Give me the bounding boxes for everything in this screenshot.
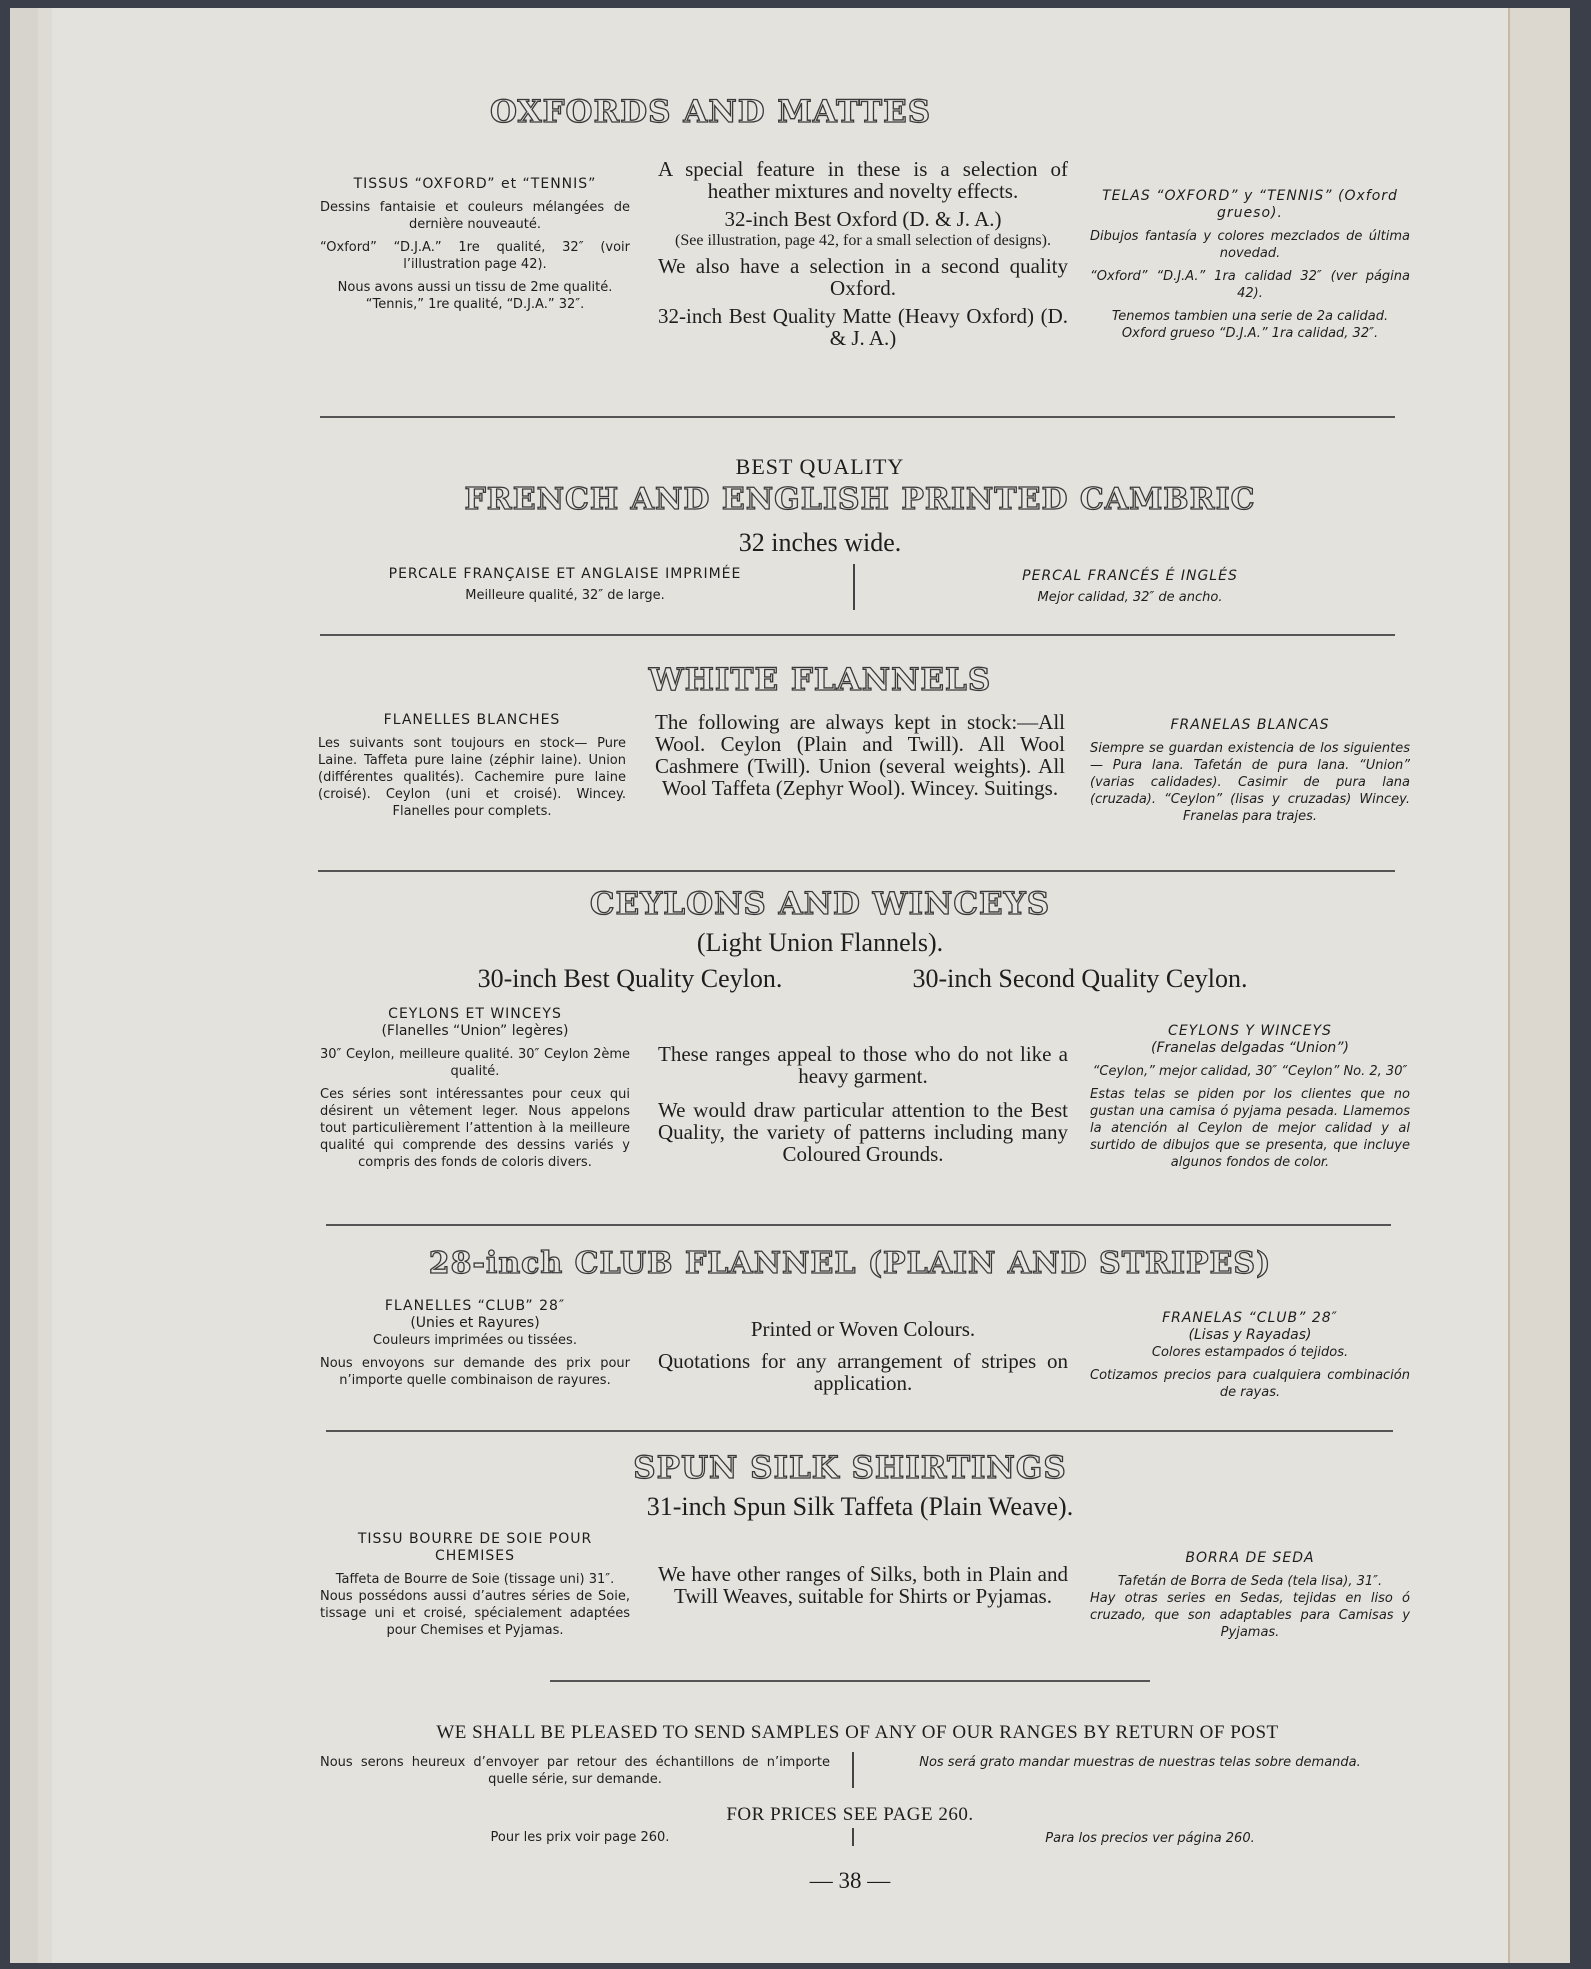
club-es-sub: (Lisas y Rayadas)	[1188, 1327, 1312, 1343]
club-es-p2: Cotizamos precios para cualquiera combinación de rayas.	[1090, 1368, 1410, 1400]
ceylons-fr-p2: Ces séries sont intéressantes pour ceux qui désirent un vêtement leger. Nous appelons tout particulièrement l’attention à la meilleure qualité qui comprende des dessins variés y compris des fonds de coloris divers.	[320, 1087, 630, 1170]
silk-fr-p2: Nous possédons aussi d’autres séries de Soie, tissage uni et croisé, spécialement adaptées pour Chemises et Pyjamas.	[320, 1589, 630, 1638]
section-title-flannels: WHITE FLANNELS	[648, 662, 992, 698]
silk-fr-title: TISSU BOURRE DE SOIE POUR CHEMISES	[357, 1531, 593, 1564]
club-fr-sub: (Unies et Rayures)	[410, 1315, 540, 1331]
divider	[320, 634, 1395, 636]
page-left-edge	[10, 8, 39, 1963]
flannels-es-p1: Siempre se guardan existencia de los siguientes— Pura lana. Tafetán de pura lana. “Union” (varias calidades). Casimir de pura lana (cruzada). “Ceylon” (lisas y cruzadas) Wincey. Franelas para trajes.	[1090, 741, 1410, 824]
silk-en-p1: We have other ranges of Silks, both in Plain and Twill Weaves, suitable for Shirts or Pyjamas.	[658, 1562, 1068, 1608]
column-separator	[852, 1828, 854, 1846]
silk-es-p1: Tafetán de Borra de Seda (tela lisa), 31″.	[1117, 1574, 1383, 1589]
divider	[320, 416, 1395, 418]
ceylons-en-p2: We would draw particular attention to the Best Quality, the variety of patterns including many Coloured Grounds.	[658, 1098, 1068, 1166]
club-es-title: FRANELAS “CLUB” 28″	[1162, 1310, 1338, 1326]
flannels-es-title: FRANELAS BLANCAS	[1170, 717, 1330, 733]
divider	[326, 1430, 1393, 1432]
section-title-cambric: FRENCH AND ENGLISH PRINTED CAMBRIC	[464, 482, 1256, 517]
flannels-en-p1: The following are always kept in stock:—All Wool. Ceylon (Plain and Twill). All Wool Cashmere (Twill). Union (several weights). All Wool Taffeta (Zephyr Wool). Wincey. Suitings.	[655, 710, 1065, 800]
oxfords-fr-p1: Dessins fantaisie et couleurs mélangées de dernière nouveauté.	[320, 200, 630, 232]
oxfords-en-p1: A special feature in these is a selection of heather mixtures and novelty effects.	[658, 157, 1068, 203]
silk-es-p2: Hay otras series en Sedas, tejidas en liso ó cruzado, que son adaptables para Camisas y Pyjamas.	[1090, 1591, 1410, 1640]
samples-notice: WE SHALL BE PLEASED TO SEND SAMPLES OF ANY OF OUR RANGES BY RETURN OF POST	[436, 1722, 1279, 1743]
section-title-ceylons: CEYLONS AND WINCEYS	[589, 886, 1051, 922]
prices-notice-spanish: Para los precios ver página 260.	[1045, 1831, 1255, 1846]
prices-notice: FOR PRICES SEE PAGE 260.	[726, 1804, 974, 1825]
samples-notice-french	[320, 1754, 830, 1794]
cambric-width: 32 inches wide.	[738, 528, 902, 557]
cambric-es-line2: Mejor calidad, 32″ de ancho.	[1037, 590, 1223, 605]
oxfords-fr-title: TISSUS “OXFORD” et “TENNIS”	[353, 176, 597, 192]
ceylons-en-p1: These ranges appeal to those who do not like a heavy garment.	[658, 1042, 1068, 1088]
page-right-edge	[1508, 8, 1570, 1963]
ceylons-line-best: 30-inch Best Quality Ceylon.	[477, 964, 783, 993]
ceylons-french-text	[320, 1006, 630, 1177]
club-fr-p2: Nous envoyons sur demande des prix pour n’importe quelle combinaison de rayures.	[320, 1356, 630, 1388]
oxfords-french-text	[320, 176, 630, 319]
flannels-french-text	[318, 712, 626, 826]
club-english-text	[658, 1318, 1068, 1400]
prices-notice-french: Pour les prix voir page 260.	[490, 1830, 670, 1845]
ceylons-es-title: CEYLONS Y WINCEYS	[1168, 1023, 1332, 1039]
cambric-fr-line1: PERCALE FRANÇAISE ET ANGLAISE IMPRIMÉE	[388, 566, 742, 582]
cambric-fr-line2: Meilleure qualité, 32″ de large.	[465, 588, 665, 603]
oxfords-fr-p4: “Tennis,” 1re qualité, “D.J.A.” 32″.	[365, 297, 585, 312]
cambric-pretitle: BEST QUALITY	[735, 454, 905, 479]
ceylons-es-sub: (Franelas delgadas “Union”)	[1150, 1040, 1350, 1056]
oxfords-en-p2: 32-inch Best Oxford (D. & J. A.)	[724, 207, 1002, 231]
oxfords-en-p5: 32-inch Best Quality Matte (Heavy Oxford) (D. & J. A.)	[658, 304, 1068, 350]
samples-notice-spanish	[890, 1754, 1390, 1777]
divider	[326, 1224, 1391, 1226]
page-fold	[38, 8, 52, 1963]
section-title-oxfords: OXFORDS AND MATTES	[490, 94, 932, 130]
club-en-p1: Printed or Woven Colours.	[750, 1317, 976, 1341]
flannels-fr-title: FLANELLES BLANCHES	[383, 712, 561, 728]
silk-subtitle: 31-inch Spun Silk Taffeta (Plain Weave).	[646, 1492, 1074, 1521]
club-spanish-text	[1090, 1310, 1410, 1407]
ceylons-es-p2: Estas telas se piden por los clientes que no gustan una camisa ó pyjama pesada. Llamemos la atención al Ceylon de mejor calidad y al surtido de dibujos que se presenta, que incluye algunos fondos de color.	[1090, 1087, 1410, 1170]
oxfords-es-p1: Dibujos fantasía y colores mezclados de última novedad.	[1090, 229, 1410, 261]
oxfords-fr-p3: Nous avons aussi un tissu de 2me qualité.	[337, 280, 613, 295]
oxfords-fr-p2: “Oxford” “D.J.A.” 1re qualité, 32″ (voir l’illustration page 42).	[320, 240, 630, 272]
oxfords-en-p4: We also have a selection in a second quality Oxford.	[658, 254, 1068, 300]
oxfords-es-title: TELAS “OXFORD” y “TENNIS” (Oxford grueso).	[1102, 188, 1398, 221]
oxfords-en-p3: (See illustration, page 42, for a small selection of designs).	[675, 232, 1051, 249]
flannels-fr-p1: Les suivants sont toujours en stock— Pure Laine. Taffeta pure laine (zéphir laine). Union (différentes qualités). Cachemire pure laine (croisé). Ceylon (uni et croisé). Wincey. Flanelles pour complets.	[318, 736, 626, 819]
ceylons-fr-p1: 30″ Ceylon, meilleure qualité. 30″ Ceylon 2ème qualité.	[320, 1047, 630, 1079]
oxfords-english-text	[658, 158, 1068, 355]
catalog-page	[10, 8, 1570, 1963]
club-fr-title: FLANELLES “CLUB” 28″	[384, 1298, 566, 1314]
ceylons-fr-title: CEYLONS ET WINCEYS	[388, 1006, 562, 1022]
silk-es-title: BORRA DE SEDA	[1185, 1550, 1315, 1566]
silk-english-text	[658, 1563, 1068, 1613]
cambric-es-line1: PERCAL FRANCÉS É INGLÉS	[1022, 568, 1238, 584]
column-separator	[853, 564, 855, 610]
silk-french-text	[320, 1531, 630, 1645]
section-title-silk: SPUN SILK SHIRTINGS	[633, 1450, 1067, 1486]
samples-es: Nos será grato mandar muestras de nuestras telas sobre demanda.	[919, 1755, 1361, 1770]
oxfords-spanish-text	[1090, 188, 1410, 348]
silk-spanish-text	[1090, 1550, 1410, 1647]
divider	[318, 870, 1395, 872]
ceylons-line-second: 30-inch Second Quality Ceylon.	[912, 964, 1248, 993]
page-number: — 38 —	[809, 1868, 891, 1893]
column-separator	[852, 1752, 854, 1788]
ceylons-spanish-text	[1090, 1023, 1410, 1177]
divider	[550, 1680, 1150, 1682]
oxfords-es-p4: Oxford grueso “D.J.A.” 1ra calidad, 32″.	[1121, 326, 1379, 341]
club-es-p1: Colores estampados ó tejidos.	[1151, 1345, 1349, 1360]
oxfords-es-p3: Tenemos tambien una serie de 2a calidad.	[1111, 309, 1389, 324]
ceylons-subtitle: (Light Union Flannels).	[696, 928, 944, 957]
ceylons-es-p1: “Ceylon,” mejor calidad, 30″ “Ceylon” No. 2, 30″	[1092, 1064, 1408, 1079]
flannels-english-text	[655, 711, 1065, 805]
section-title-club: 28-inch CLUB FLANNEL (PLAIN AND STRIPES)	[428, 1246, 1272, 1281]
oxfords-es-p2: “Oxford” “D.J.A.” 1ra calidad 32″ (ver página 42).	[1090, 269, 1410, 301]
club-fr-p1: Couleurs imprimées ou tissées.	[373, 1333, 577, 1348]
ceylons-english-text	[658, 1043, 1068, 1171]
club-french-text	[320, 1298, 630, 1395]
ceylons-fr-sub: (Flanelles “Union” legères)	[381, 1023, 569, 1039]
silk-fr-p1: Taffeta de Bourre de Soie (tissage uni) 31″.	[335, 1572, 615, 1587]
samples-fr: Nous serons heureux d’envoyer par retour des échantillons de n’importe quelle série, sur demande.	[320, 1755, 830, 1787]
club-en-p2: Quotations for any arrangement of stripes on application.	[658, 1349, 1068, 1395]
flannels-spanish-text	[1090, 717, 1410, 831]
